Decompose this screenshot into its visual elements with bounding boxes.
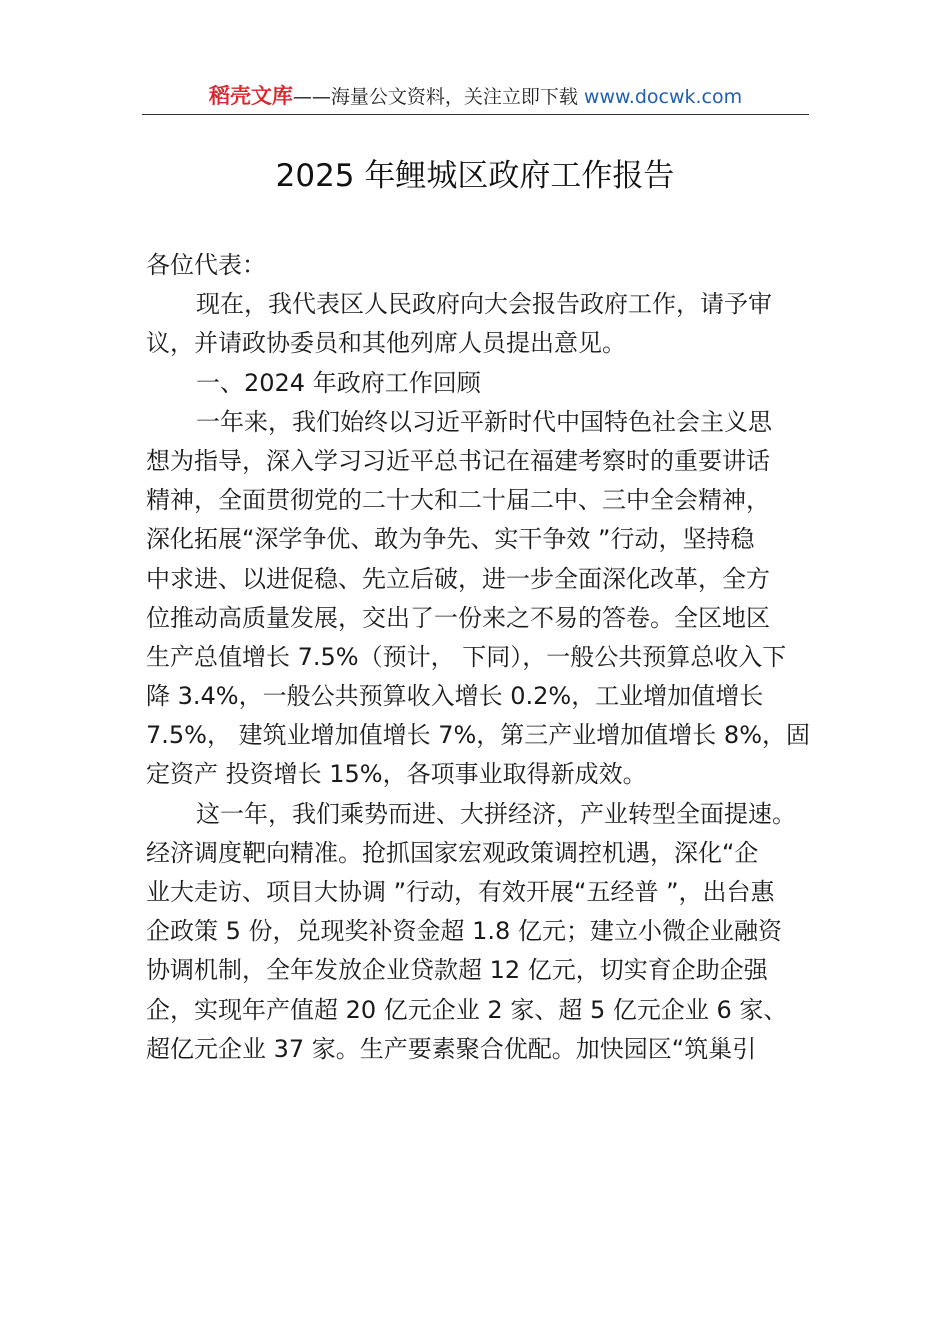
header-url-link[interactable]: www.docwk.com	[583, 86, 743, 108]
document-title: 2025 年鲤城区政府工作报告	[275, 158, 675, 194]
body-line: 生产总值增长 7.5%（预计， 下同），一般公共预算总收入下	[146, 642, 787, 671]
salutation-line: 各位代表：	[146, 251, 266, 279]
body-line: 一年来，我们始终以习近平新时代中国特色社会主义思	[196, 407, 772, 436]
body-line: 位推动高质量发展，交出了一份来之不易的答卷。全区地区	[146, 603, 770, 632]
body-line: 超亿元企业 37 家。生产要素聚合优配。加快园区“筑巢引	[146, 1034, 757, 1063]
document-body	[146, 246, 810, 1069]
body-line: 业大走访、项目大协调 ”行动，有效开展“五经普 ”，出台惠	[146, 878, 775, 906]
body-line: 企政策 5 份，兑现奖补资金超 1.8 亿元；建立小微企业融资	[146, 917, 782, 946]
body-line: 企，实现年产值超 20 亿元企业 2 家、超 5 亿元企业 6 家、	[146, 995, 788, 1024]
body-line: 定资产 投资增长 15%，各项事业取得新成效。	[146, 760, 647, 789]
body-line: 经济调度靶向精准。抢抓国家宏观政策调控机遇，深化“企	[146, 838, 759, 867]
brand-logo-text: 稻壳文库	[208, 84, 293, 108]
page-header	[142, 82, 809, 115]
body-line: 议，并请政协委员和其他列席人员提出意见。	[146, 329, 626, 358]
body-line: 现在，我代表区人民政府向大会报告政府工作，请予审	[196, 290, 772, 319]
header-tagline: ——海量公文资料，关注立即下载	[292, 86, 578, 108]
body-line: 7.5%， 建筑业增加值增长 7%，第三产业增加值增长 8%，固	[146, 721, 811, 750]
body-line: 精神，全面贯彻党的二十大和二十届二中、三中全会精神，	[146, 486, 770, 515]
body-line: 这一年，我们乘势而进、大拼经济，产业转型全面提速。	[196, 799, 796, 828]
body-line: 想为指导，深入学习习近平总书记在福建考察时的重要讲话	[146, 446, 770, 475]
body-line: 协调机制，全年发放企业贷款超 12 亿元，切实育企助企强	[146, 956, 768, 985]
body-line: 中求进、以进促稳、先立后破，进一步全面深化改革，全方	[146, 564, 770, 593]
body-line: 降 3.4%，一般公共预算收入增长 0.2%，工业增加值增长	[146, 682, 764, 711]
body-line: 深化拓展“深学争优、敢为争先、实干争效 ”行动，坚持稳	[146, 525, 755, 554]
section-heading: 一、2024 年政府工作回顾	[196, 368, 481, 397]
